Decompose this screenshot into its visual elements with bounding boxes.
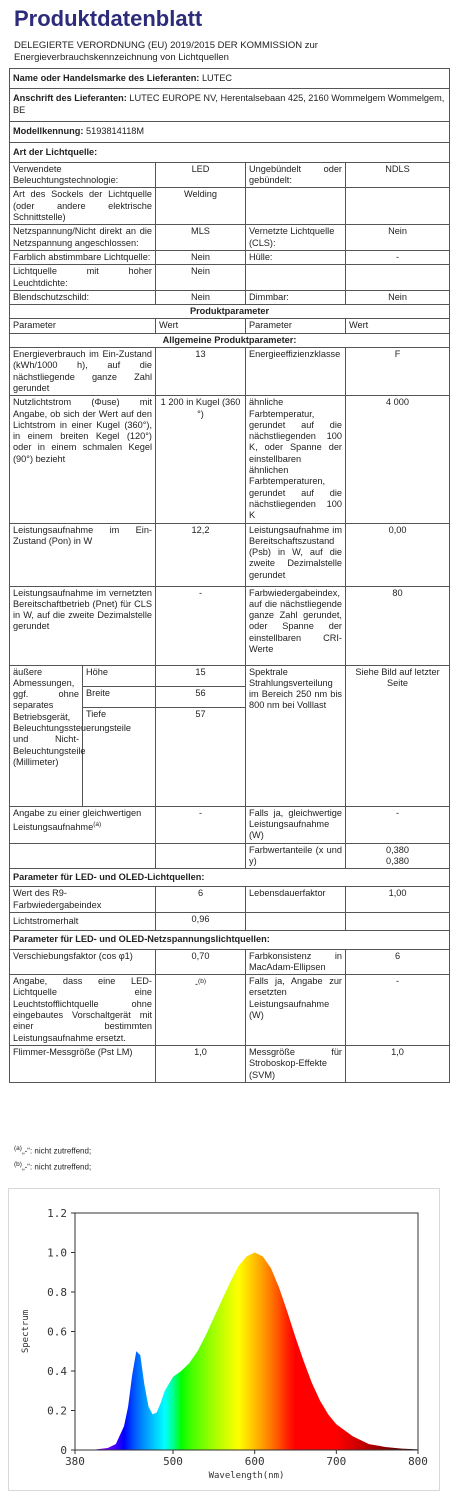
dimmable-value: Nein	[346, 290, 450, 304]
footnote-b: $^{(b)}$„-“: nicht zutreffend;	[14, 1160, 92, 1172]
mains-label: Netzspannung/Nicht direkt an die Netzspannung angeschlossen:	[10, 225, 156, 251]
equivalent-power-cell: Angabe zu einer gleichwertigen Leistungsaufnahme$^{(a)}$	[10, 806, 156, 843]
mains-value: MLS	[156, 225, 246, 251]
directional-label: Ungebündelt oder gebündelt:	[246, 162, 346, 188]
chromaticity-label: Farbwertanteile (x und y)	[246, 843, 346, 869]
spectrum-area	[75, 1253, 418, 1451]
x-tick-label: 800	[408, 1455, 428, 1468]
cfl-replacement-label: Angabe, dass eine LED-Lichtquelle eine Leuchtstofflichtquelle ohne eingebautes Vorschaltgerät mit einer bestimmten Leistungsaufnahme ersetzt.	[10, 975, 156, 1046]
cct-value: 4 000	[346, 396, 450, 523]
survival-value: 1,00	[346, 887, 450, 913]
width-value: 56	[156, 686, 246, 707]
depth-label: Tiefe	[83, 707, 156, 806]
equivalent-power-value: -	[156, 806, 246, 843]
chromaticity-y: 0,380	[386, 855, 410, 866]
x-tick-label: 700	[326, 1455, 347, 1468]
spectrum-value: Siehe Bild auf letzter Seite	[346, 665, 450, 806]
supplier-name-value: LUTEC	[201, 73, 233, 83]
tunable-label: Farblich abstimmbare Lichtquelle:	[10, 250, 156, 264]
data-table	[9, 68, 450, 1083]
survival-label: Lebensdauerfaktor	[246, 887, 346, 913]
cri-value: 80	[346, 586, 450, 665]
pon-value: 12,2	[156, 523, 246, 586]
cls-label: Vernetzte Lichtquelle (CLS):	[246, 225, 346, 251]
supplier-address-row	[10, 89, 450, 122]
technology-value: LED	[156, 162, 246, 188]
y-tick-label: 0.6	[47, 1325, 67, 1339]
col-header-param: Parameter	[10, 319, 156, 333]
macadam-value: 6	[346, 949, 450, 975]
psb-value: 0,00	[346, 523, 450, 586]
width-label: Breite	[83, 686, 156, 707]
spectrum-label: Spektrale Strahlungsverteilung im Bereich 250 nm bis 800 nm bei Volllast	[246, 665, 346, 806]
svm-value: 1,0	[346, 1045, 450, 1082]
y-tick-label: 1.0	[47, 1246, 67, 1260]
x-axis-label: Wavelength(nm)	[208, 1471, 285, 1481]
chromaticity-values	[346, 843, 450, 869]
r9-value: 6	[156, 887, 246, 913]
high-luminance-value: Nein	[156, 265, 246, 291]
flicker-value: 1,0	[156, 1045, 246, 1082]
flux-value: 1 200 in Kugel (360 °)	[156, 396, 246, 523]
footnotes	[14, 1142, 91, 1173]
model-value: 5193814118M	[86, 126, 145, 137]
cfl-replacement-value: -	[194, 979, 199, 990]
lighttype-heading: Art der Lichtquelle:	[10, 142, 450, 162]
cct-label: ähnliche Farbtemperatur, gerundet auf die nächstliegenden 100 K, oder Spanne der einstellbaren ähnlichen Farbtemperaturen, gerundet auf die nächstliegenden 100 K	[246, 396, 346, 523]
pnet-value: -	[156, 586, 246, 665]
energy-label: Energieverbrauch im Ein-Zustand (kWh/1000 h), auf die nächstliegende ganze Zahl gerundet	[10, 348, 156, 396]
r9-label: Wert des R9-Farbwiedergabeindex	[10, 887, 156, 913]
tunable-value: Nein	[156, 250, 246, 264]
envelope-value: -	[346, 250, 450, 264]
height-label: Höhe	[83, 665, 156, 686]
pon-label: Leistungsaufnahme im Ein-Zustand (Pon) in W	[10, 523, 156, 586]
model-row	[10, 122, 450, 142]
antiglare-value: Nein	[156, 290, 246, 304]
spectrum-chart-svg	[8, 1188, 440, 1491]
y-axis-label: Spectrum	[21, 1309, 31, 1354]
dimmable-label: Dimmbar:	[246, 290, 346, 304]
page-title: Produktdatenblatt	[14, 6, 203, 31]
x-tick-label: 600	[244, 1455, 265, 1468]
model-label: Modellkennung:	[13, 126, 84, 137]
dimensions-label: äußere Abmessungen, ggf. ohne separates Betriebsgerät, Beleuchtungssteuerungsteile und Nicht-Beleuchtungsteile (Millimeter)	[10, 665, 83, 806]
antiglare-label: Blendschutzschild:	[10, 290, 156, 304]
chromaticity-x: 0,380	[386, 844, 410, 855]
height-value: 15	[156, 665, 246, 686]
energy-class-value: F	[346, 348, 450, 396]
svm-label: Messgröße für Stroboskop-Effekte (SVM)	[246, 1045, 346, 1082]
y-tick-label: 1.2	[47, 1207, 67, 1220]
general-params-heading: Allgemeine Produktparameter:	[10, 333, 450, 347]
col-header-value: Wert	[156, 319, 246, 333]
equivalent-power-label: Angabe zu einer gleichwertigen Leistungsaufnahme	[13, 807, 142, 832]
supplier-name-label: Name oder Handelsmarke des Lieferanten:	[13, 73, 200, 83]
technology-label: Verwendete Beleuchtungstechnologie:	[10, 162, 156, 188]
energy-class-label: Energieeffizienzklasse	[246, 348, 346, 396]
socket-value: Welding	[156, 188, 246, 225]
lumen-maintenance-label: Lichtstromerhalt	[10, 912, 156, 930]
equivalent-power-w-label: Falls ja, gleichwertige Leistungsaufnahme (W)	[246, 806, 346, 843]
cfl-replacement-cell: -$^{(b)}$	[156, 975, 246, 1046]
spectrum-chart	[8, 1188, 440, 1491]
envelope-label: Hülle:	[246, 250, 346, 264]
supplier-address-label: Anschrift des Lieferanten:	[13, 93, 127, 104]
displacement-label: Verschiebungsfaktor (cos φ1)	[10, 949, 156, 975]
pnet-label: Leistungsaufnahme im vernetzten Bereitschaftbetrieb (Pnet) für CLS in W, auf die zweite Dezimalstelle gerundet	[10, 586, 156, 665]
directional-value: NDLS	[346, 162, 450, 188]
flux-label: Nutzlichtstrom (Φuse) mit Angabe, ob sich der Wert auf den Lichtstrom in einer Kugel (360°), in einem breiten Kegel (120°) oder in einem schmalen Kegel (90°) bezieht	[10, 396, 156, 523]
y-tick-label: 0.2	[47, 1404, 67, 1418]
y-tick-label: 0.8	[47, 1286, 67, 1299]
x-tick-label: 380	[65, 1455, 85, 1468]
cfl-power-label: Falls ja, Angabe zur ersetzten Leistungsaufnahme (W)	[246, 975, 346, 1046]
supplier-name-row	[10, 69, 450, 89]
cls-value: Nein	[346, 225, 450, 251]
energy-value: 13	[156, 348, 246, 396]
equivalent-power-w-value: -	[346, 806, 450, 843]
psb-label: Leistungsaufnahme im Bereitschaftszustand (Psb) in W, auf die zweite Dezimalstelle gerundet	[246, 523, 346, 586]
x-tick-label: 500	[163, 1455, 183, 1468]
regulation-subtitle: DELEGIERTE VERORDNUNG (EU) 2019/2015 DER KOMMISSION zur Energieverbrauchskennzeichnung von Lichtquellen	[14, 40, 318, 63]
lumen-maintenance-value: 0,96	[156, 912, 246, 930]
high-luminance-label: Lichtquelle mit hoher Leuchtdichte:	[10, 265, 156, 291]
col-header-value-2: Wert	[346, 319, 450, 333]
cri-label: Farbwiedergabeindex, auf die nächstliegende ganze Zahl gerundet, oder Spanne der einstellbaren CRI-Werte	[246, 586, 346, 665]
led-params-heading: Parameter für LED- und OLED-Lichtquellen:	[10, 869, 450, 887]
macadam-label: Farbkonsistenz in MacAdam-Ellipsen	[246, 949, 346, 975]
displacement-value: 0,70	[156, 949, 246, 975]
params-heading: Produktparameter	[10, 305, 450, 319]
depth-value: 57	[156, 707, 246, 806]
mains-params-heading: Parameter für LED- und OLED-Netzspannungslichtquellen:	[10, 931, 450, 949]
flicker-label: Flimmer-Messgröße (Pst LM)	[10, 1045, 156, 1082]
y-tick-label: 0	[60, 1444, 67, 1457]
col-header-param-2: Parameter	[246, 319, 346, 333]
cfl-power-value: -	[346, 975, 450, 1046]
y-tick-label: 0.4	[47, 1365, 67, 1378]
supplier-address-value: LUTEC EUROPE NV, Herentalsebaan 425, 2160 Wommelgem Wommelgem, BE	[13, 93, 445, 115]
socket-label: Art des Sockels der Lichtquelle (oder andere elektrische Schnittstelle)	[10, 188, 156, 225]
footnote-a: $^{(a)}$„-“: nicht zutreffend;	[14, 1145, 92, 1156]
